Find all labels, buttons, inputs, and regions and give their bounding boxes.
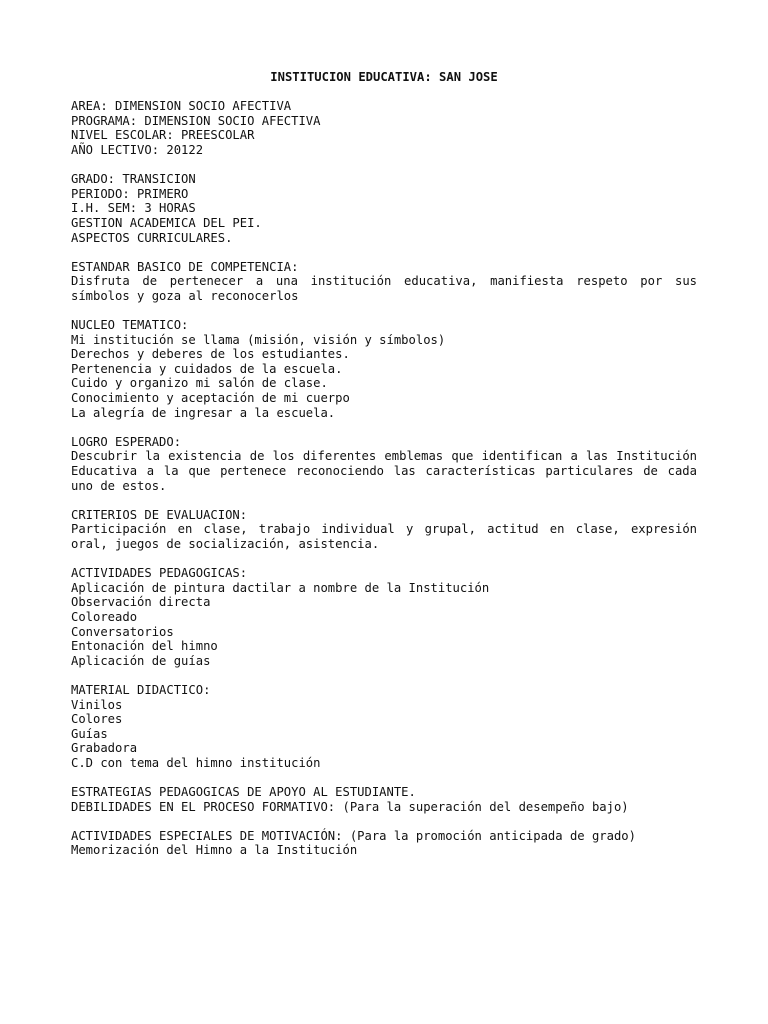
programa-line: PROGRAMA: DIMENSION SOCIO AFECTIVA (71, 113, 321, 128)
estandar-section (71, 260, 697, 304)
header-block (71, 99, 697, 157)
material-heading: MATERIAL DIDACTICO: (71, 682, 211, 697)
spacer (71, 420, 697, 435)
nucleo-item: La alegría de ingresar a la escuela. (71, 405, 336, 420)
actividades-item: Observación directa (71, 595, 211, 610)
ih-line: I.H. SEM: 3 HORAS (71, 201, 196, 216)
anio-line: AÑO LECTIVO: 20122 (71, 142, 204, 157)
estandar-text: Disfruta de pertenecer a una institución educativa, manifiesta respeto por sus símbolos y goza al reconocerlos (71, 274, 697, 303)
material-item: Grabadora (71, 741, 138, 756)
aspectos-line: ASPECTOS CURRICULARES. (71, 230, 233, 245)
especiales-heading: ACTIVIDADES ESPECIALES DE MOTIVACIÓN: (Para la promoción anticipada de grado) (71, 828, 636, 843)
nucleo-item: Derechos y deberes de los estudiantes. (71, 347, 350, 362)
criterios-text: Participación en clase, trabajo individual y grupal, actitud en clase, expresión oral, juegos de socialización, asistencia. (71, 522, 697, 551)
material-item: C.D con tema del himno institución (71, 755, 321, 770)
criterios-heading: CRITERIOS DE EVALUACION: (71, 507, 248, 522)
estrategias-section (71, 785, 697, 814)
spacer (71, 814, 697, 829)
area-line: AREA: DIMENSION SOCIO AFECTIVA (71, 99, 292, 114)
estrategias-heading: ESTRATEGIAS PEDAGOGICAS DE APOYO AL ESTUDIANTE. (71, 785, 416, 800)
logro-heading: LOGRO ESPERADO: (71, 434, 182, 449)
actividades-heading: ACTIVIDADES PEDAGOGICAS: (71, 566, 248, 581)
document-page (71, 70, 697, 858)
especiales-section (71, 829, 697, 858)
nucleo-item: Cuido y organizo mi salón de clase. (71, 376, 328, 391)
material-item: Colores (71, 712, 123, 727)
spacer (71, 771, 697, 786)
actividades-item: Aplicación de pintura dactilar a nombre de la Institución (71, 580, 490, 595)
logro-section (71, 435, 697, 493)
criterios-section (71, 508, 697, 552)
material-section (71, 683, 697, 771)
actividades-item: Aplicación de guías (71, 653, 211, 668)
spacer (71, 245, 697, 260)
especiales-text: Memorización del Himno a la Institución (71, 843, 358, 858)
nucleo-item: Mi institución se llama (misión, visión y símbolos) (71, 332, 446, 347)
grado-line: GRADO: TRANSICION (71, 172, 196, 187)
debilidades-line: DEBILIDADES EN EL PROCESO FORMATIVO: (Para la superación del desempeño bajo) (71, 799, 629, 814)
nivel-line: NIVEL ESCOLAR: PREESCOLAR (71, 128, 255, 143)
nucleo-heading: NUCLEO TEMATICO: (71, 318, 189, 333)
document-title: INSTITUCION EDUCATIVA: SAN JOSE (270, 70, 498, 84)
details-block (71, 172, 697, 245)
material-item: Vinilos (71, 697, 123, 712)
actividades-item: Entonación del himno (71, 639, 218, 654)
gestion-line: GESTION ACADEMICA DEL PEI. (71, 215, 262, 230)
periodo-line: PERIODO: PRIMERO (71, 186, 189, 201)
actividades-item: Conversatorios (71, 624, 174, 639)
spacer (71, 552, 697, 567)
nucleo-section (71, 318, 697, 420)
actividades-item: Coloreado (71, 609, 138, 624)
spacer (71, 668, 697, 683)
material-item: Guías (71, 726, 108, 741)
spacer (71, 493, 697, 508)
nucleo-item: Conocimiento y aceptación de mi cuerpo (71, 391, 350, 406)
logro-text: Descubrir la existencia de los diferentes emblemas que identifican a las Institución Educativa a la que pertenece reconociendo las características particulares de cada uno de estos. (71, 449, 697, 493)
estandar-heading: ESTANDAR BASICO DE COMPETENCIA: (71, 259, 299, 274)
nucleo-item: Pertenencia y cuidados de la escuela. (71, 361, 343, 376)
spacer (71, 158, 697, 173)
spacer (71, 304, 697, 319)
actividades-section (71, 566, 697, 668)
